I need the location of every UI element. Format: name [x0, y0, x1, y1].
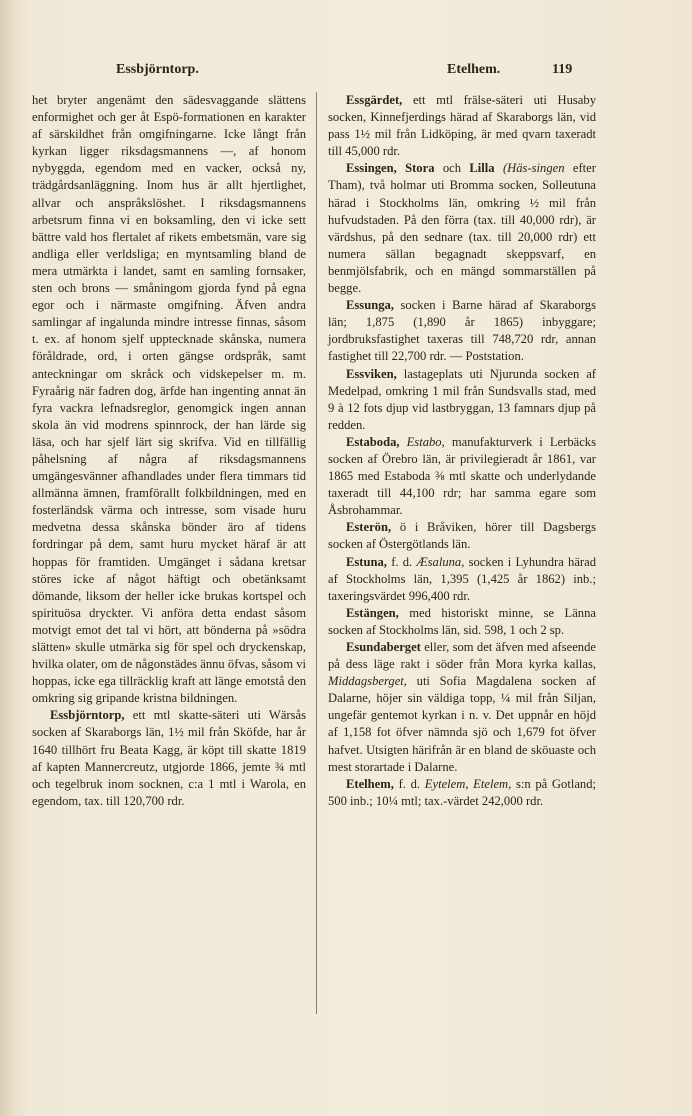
entry-variant-name: Estabo, [406, 434, 445, 449]
page-number: 119 [552, 62, 573, 77]
running-header [0, 60, 692, 82]
entry-etelhem [328, 776, 596, 810]
entry-text: med historiskt minne, se Länna socken af Stockholms län, sid. 598, 1 och 2 sp. [328, 605, 596, 637]
entry-headword: Etelhem, [346, 776, 394, 791]
entry-headword: Esterön, [346, 520, 392, 535]
entry-estuna [328, 554, 596, 605]
entry-esteron [328, 519, 596, 553]
entry-headword: Essunga, [346, 298, 394, 313]
entry-essviken [328, 366, 596, 434]
entry-prefix: f. d. [391, 554, 413, 569]
entry-headword: Esundaberget [346, 640, 421, 654]
entry-estangen [328, 605, 596, 639]
entry-essingen [328, 160, 596, 297]
entry-text: eller, som det äfven med afseende på dess läge rakt i söder från Mora kyrka kallas, [328, 640, 596, 672]
entry-essbjorntorp [32, 707, 306, 810]
left-column [32, 92, 306, 810]
entry-esundaberget [328, 639, 596, 776]
entry-connector: och [442, 161, 462, 176]
entry-headword: Essviken, [346, 366, 397, 381]
right-column [328, 92, 596, 810]
column-divider [316, 92, 317, 1014]
entry-headword-stora: Stora [405, 161, 435, 176]
entry-headword: Essgärdet, [346, 93, 403, 107]
entry-headword: Essbjörntorp, [50, 708, 125, 723]
entry-essgardet [328, 92, 596, 160]
entry-text-cont: uti Sofia Magdalena socken af Dalarne, höjer sin väldiga topp, ¼ mil från Siljan, ungefär gentemot kyrkan i n. v. Det uppnår en höjd af 1,158 fot öfver nämnda sjö och 1,679 fot öfver hafvet. Utsigten härifrån är en bland de sköuaste och mest storartade i Dalarne. [328, 674, 596, 774]
entry-variant-name: (Häs-singen [502, 161, 565, 176]
entry-text: efter Tham), två holmar uti Bromma socken, Solleutuna härad i Stockholms län, omkring ½ mil från hufvudstaden. På den förra (tax. till 40,000 rdr), är värdshus, på den sednare (tax. till 20,000 rdr) ett numera sällan begagnadt skeppsvarf, en benmjölsfabrik, och en mängd sommarställen på begge. [328, 161, 596, 296]
entry-prefix: f. d. [398, 776, 421, 791]
entry-estaboda [328, 434, 596, 519]
entry-variant-name: Middagsberget, [328, 674, 407, 689]
entry-headword: Estängen, [346, 605, 399, 620]
entry-text: ö i Bråviken, hörer till Dagsbergs socken af Östergötlands län. [328, 520, 596, 552]
entry-headword: Estaboda, [346, 434, 400, 449]
entry-text: ett mtl frälse-säteri uti Husaby socken, Kinnefjerdings härad af Skaraborgs län, vid pass 1½ mil från Lidköping, är med qvarn taxeradt till 45,000 rdr. [328, 93, 596, 159]
entry-headword-lilla: Lilla [469, 161, 495, 176]
entry-headword: Essingen, [346, 161, 397, 176]
header-right-headword: Etelhem. [447, 62, 501, 77]
entry-text: lastageplats uti Njurunda socken af Medelpad, omkring 1 mil från Sundsvalls stad, med 9 à 12 fots djup vid lastbryggan, 13 famnars djup på redden. [328, 366, 596, 432]
header-left-headword: Essbjörntorp. [116, 62, 199, 77]
entry-variant-name: Eytelem, Etelem, [424, 776, 512, 791]
continued-paragraph: het bryter angenämt den sädesvaggande slättens enformighet och ger åt Espö-formationen en karakter af särskildhet från omgifningarne. Icke långt från kyrkan ligger riksdagsmannens —, af honom nybyggda, egendom med en vacker, också ny, trädgårdsanläggning. Inom hus är allt hjertlighet, allvar och anspråkslöshet. I riksdagsmannens arbetsrum finna vi en boksamling, den vi icke sett bättre vald hos flertalet af rikets embetsmän, vare sig andliga eller verldsliga; en myntsamling bland de mera utmärkta i landet, samt en samling fornsaker, sten och brons — småningom gjorda fynd på egna egor och i närmaste omgifning. Äfven andra samlingar af ingalunda mindre intresse finnas, såsom t. ex. af honom sjelf upptecknade skånska, numera föråldrade, ord, i orten gängse ordspråk, samt anteckningar om skråck och vidskepelser m. m. Fyraårig när fadren dog, ärfde han ingenting annat än fyra vackra lefnadsreglor, genomgick ingen annan skola än vid modrens spinnrock, der han lärde sig läsa, och har sjelf lärt sig skrifva. Vid en tillfällig påhelsning af några af riksdagsmannens umgängesvänner afhandlades under flera timmars tid allmänna ämnen, framförallt folkbildningen, med en fosterländsk värma och intresse, som visade huru medvetna dessa skånska bönder äro af tidens fordringar på dem, samt huru mycket häraf är att hoppas för framtiden. Umgänget i sådana kretsar störes icke af något häftigt och obetänksamt dömande, liksom der heller icke brukas kortspel och spirituösa dryckter. Vi anföra detta endast såsom motvigt emot det tal vi hört, att bönderna på »södra slätten» skulle utmärka sig för spel och dryckenskap, hvilka olater, om de någonstädes ännu öfvas, såsom vi hoppas, icke ega tillräcklig kraft att länge emotstå den omkring sig gripande kristna bildningen. [32, 93, 306, 706]
entry-headword: Estuna, [346, 554, 387, 569]
entry-variant-name: Æsaluna, [416, 554, 465, 569]
entry-text: ett mtl skatte-säteri uti Wärsås socken af Skaraborgs län, 1½ mil från Sköfde, har år 1640 tillhört fru Beata Kagg, är köpt till skatte 1819 af kapten Mannercreutz, utgjorde 1866, jemte ¾ mtl och tegelbruk inom socknen, c:a 1 mtl i Warola, en egendom, tax. till 120,700 rdr. [32, 708, 306, 808]
entry-text: manufakturverk i Lerbäcks socken af Örebro län, är privilegieradt år 1861, var 1865 med Estaboda ⅜ mtl skatte och underlydande taxeradt till 44,100 rdr; har samma egare som Åsbrohammar. [328, 434, 596, 518]
entry-essunga [328, 297, 596, 365]
entry-text: socken i Lyhundra härad af Stockholms län, 1,395 (1,425 år 1862) inb.; taxeringsvärdet 996,400 rdr. [328, 554, 596, 603]
entry-text: socken i Barne härad af Skaraborgs län; 1,875 (1,890 år 1865) inbyggare; jordbruksfastighet taxeras till 748,720 rdr, annan fastighet till 22,700 rdr. — Poststation. [328, 298, 596, 364]
entry-text: s:n på Gotland; 500 inb.; 10¼ mtl; tax.-värdet 242,000 rdr. [328, 776, 597, 808]
